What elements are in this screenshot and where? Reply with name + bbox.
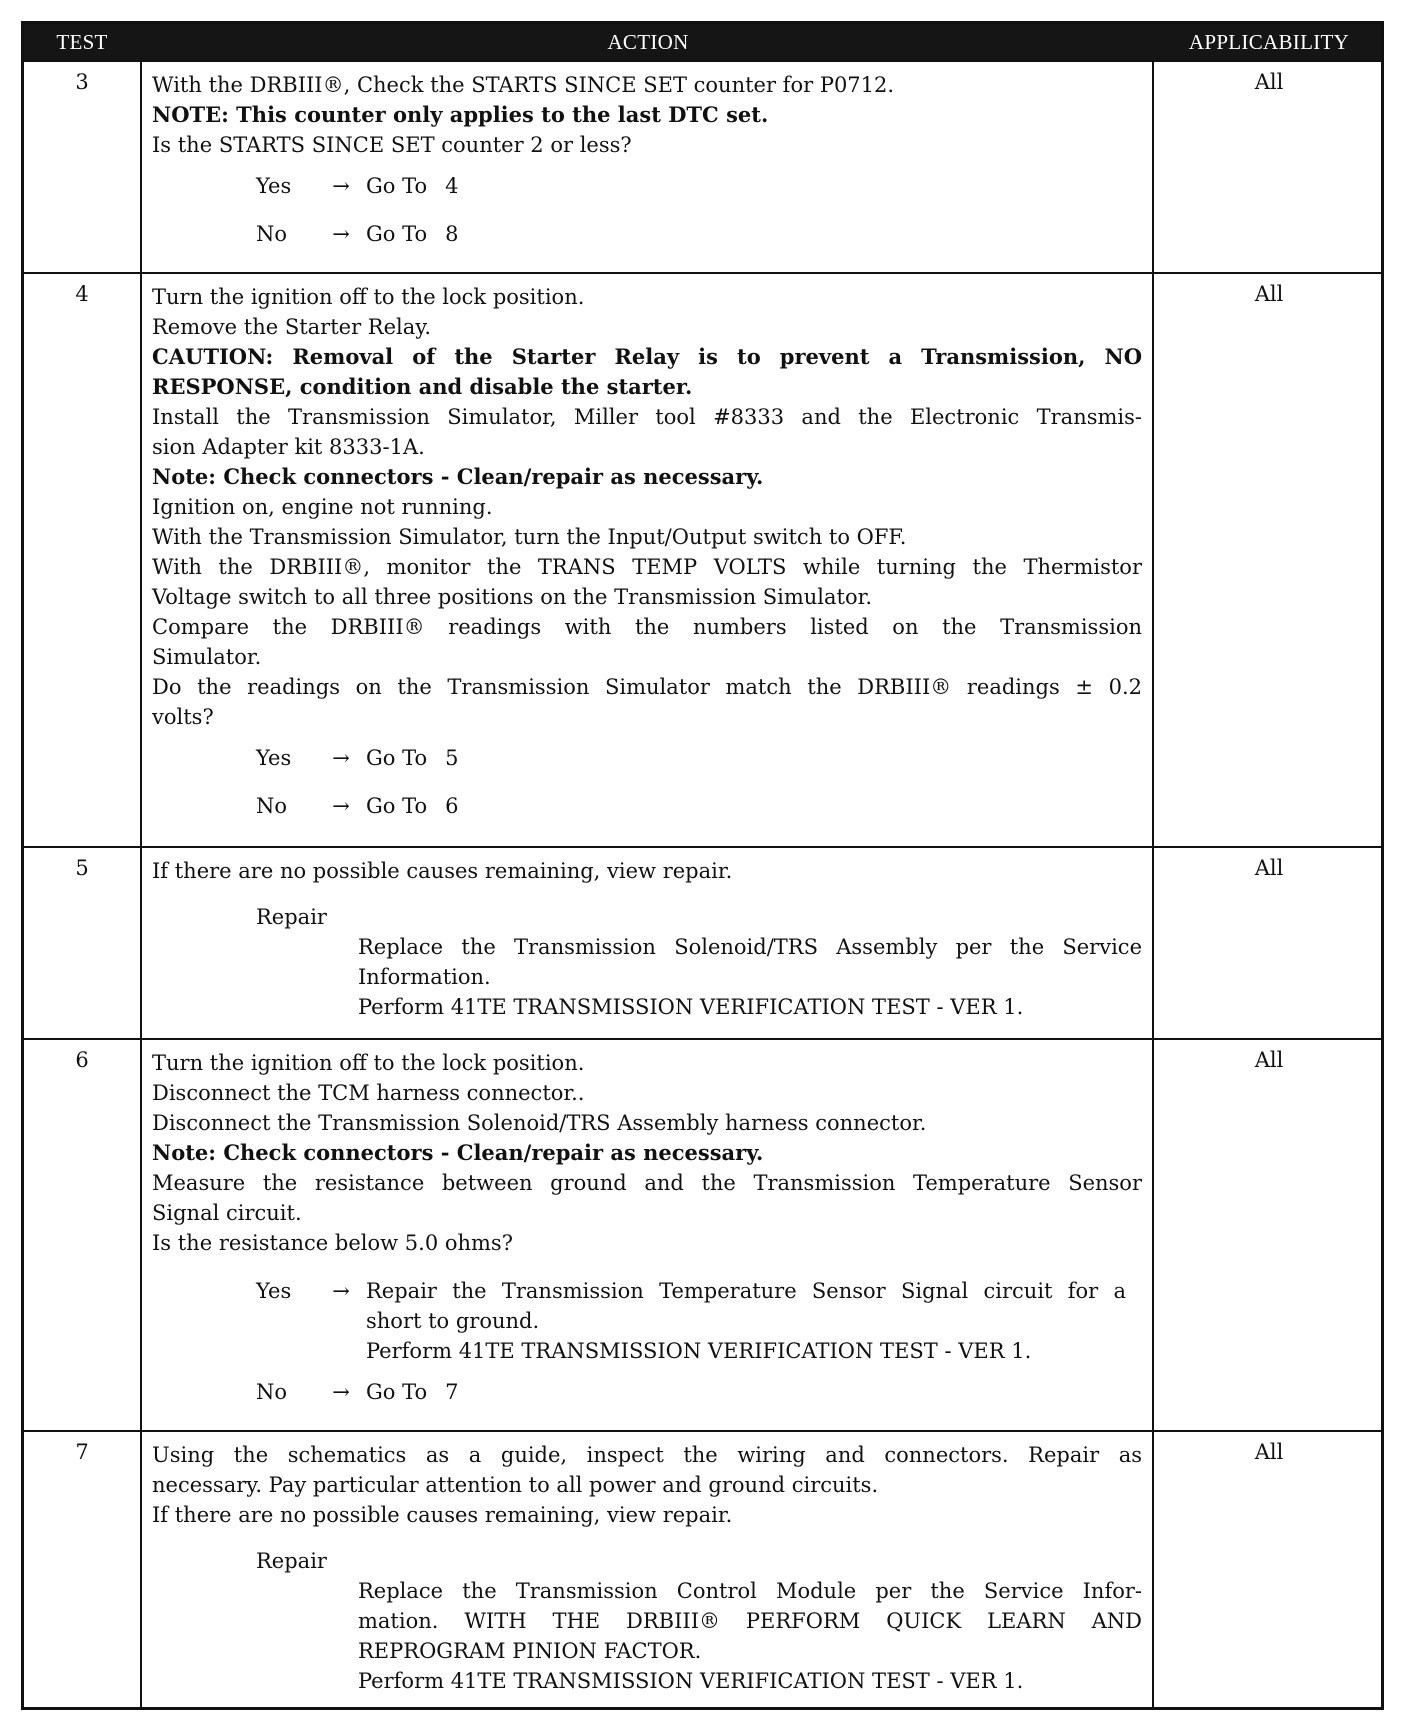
applicability-value: All [1254,282,1284,306]
action-cell [140,1040,1154,1430]
arrow-icon: → [332,794,350,818]
yes-label: Yes [256,174,292,198]
no-label: No [256,222,288,246]
repair-line: Perform 41TE TRANSMISSION VERIFICATION TEST - VER 1. [358,995,1024,1019]
test-row-6 [24,1038,1381,1430]
action-line: Ignition on, engine not running. [152,495,493,519]
note-line: Note: Check connectors - Clean/repair as necessary. [152,464,764,489]
repair-body [152,1576,1142,1696]
repair-line: Information. [358,965,491,989]
note-line: Note: Check connectors - Clean/repair as necessary. [152,1140,764,1165]
action-line: necessary. Pay particular attention to all power and ground circuits. [152,1473,879,1497]
goto-label: Go To [366,1380,428,1404]
action-line: With the Transmission Simulator, turn the Input/Output switch to OFF. [152,525,907,549]
arrow-icon: → [332,1380,350,1404]
yes-label: Yes [256,746,292,770]
action-line: With the DRBIII®, monitor the TRANS TEMP VOLTS while turning the Thermistor [152,555,1142,579]
action-cell [140,1432,1154,1707]
arrow-icon: → [332,746,350,770]
goto-target: 8 [445,222,459,246]
applicability-value: All [1254,70,1284,94]
repair-line: Perform 41TE TRANSMISSION VERIFICATION TEST - VER 1. [358,1669,1024,1693]
repair-label: Repair [256,1549,327,1573]
header-test: TEST [56,30,108,54]
goto-label: Go To [366,174,428,198]
repair-label: Repair [256,905,327,929]
question-line: volts? [152,705,214,729]
goto-target: 6 [445,794,459,818]
test-number: 7 [75,1440,89,1464]
yes-branch [152,1276,1142,1366]
action-line: If there are no possible causes remaining, view repair. [152,859,733,883]
action-cell [140,62,1154,272]
test-number: 5 [75,856,89,880]
arrow-icon: → [332,174,350,198]
test-row-4 [24,272,1381,846]
repair-body [152,932,1142,1022]
test-number: 3 [75,70,89,94]
action-line: Turn the ignition off to the lock position. [152,1051,585,1075]
note-line: NOTE: This counter only applies to the last DTC set. [152,102,769,127]
arrow-icon: → [332,1279,350,1303]
header-applicability: APPLICABILITY [1188,30,1350,54]
repair-line: short to ground. [366,1309,540,1333]
no-label: No [256,794,288,818]
action-cell [140,274,1154,846]
action-line: Disconnect the Transmission Solenoid/TRS Assembly harness connector. [152,1111,927,1135]
action-line: Disconnect the TCM harness connector.. [152,1081,585,1105]
no-branch [152,210,1142,258]
applicability-value: All [1254,856,1284,880]
action-line: sion Adapter kit 8333-1A. [152,435,425,459]
goto-label: Go To [366,222,428,246]
yes-action [366,1276,1126,1366]
question-line: Is the STARTS SINCE SET counter 2 or less? [152,133,632,157]
test-number: 4 [75,282,89,306]
goto-label: Go To [366,794,428,818]
action-line: Signal circuit. [152,1201,302,1225]
action-line: Compare the DRBIII® readings with the numbers listed on the Transmission [152,615,1142,639]
action-line: Voltage switch to all three positions on the Transmission Simulator. [152,585,873,609]
action-line: If there are no possible causes remaining, view repair. [152,1503,733,1527]
goto-target: 4 [445,174,459,198]
goto-label: Go To [366,746,428,770]
repair-line: Replace the Transmission Control Module per the Service Infor- [358,1579,1142,1603]
repair-line: REPROGRAM PINION FACTOR. [358,1639,702,1663]
goto-target: 7 [445,1380,459,1404]
repair-line: Repair the Transmission Temperature Sensor Signal circuit for a [366,1279,1126,1303]
yes-branch [152,162,1142,210]
repair-line: mation. WITH THE DRBIII® PERFORM QUICK LEARN AND [358,1609,1142,1633]
table-header [24,24,1381,60]
applicability-value: All [1254,1440,1284,1464]
action-line: With the DRBIII®, Check the STARTS SINCE SET counter for P0712. [152,73,895,97]
question-line: Is the resistance below 5.0 ohms? [152,1231,513,1255]
header-action: ACTION [607,30,689,54]
action-cell [140,848,1154,1038]
no-label: No [256,1380,288,1404]
repair-line: Replace the Transmission Solenoid/TRS Assembly per the Service [358,935,1142,959]
diagnostic-table [21,21,1384,1710]
yes-label: Yes [256,1279,292,1303]
question-line: Do the readings on the Transmission Simulator match the DRBIII® readings ± 0.2 [152,675,1142,699]
action-line: Turn the ignition off to the lock position. [152,285,585,309]
action-line: Measure the resistance between ground and the Transmission Temperature Sensor [152,1171,1142,1195]
test-row-7 [24,1430,1381,1707]
yes-branch [152,734,1142,782]
arrow-icon: → [332,222,350,246]
action-line: Install the Transmission Simulator, Miller tool #8333 and the Electronic Transmis- [152,405,1142,429]
caution-line: RESPONSE, condition and disable the starter. [152,374,693,399]
test-number: 6 [75,1048,89,1072]
action-line: Remove the Starter Relay. [152,315,432,339]
test-row-3 [24,60,1381,272]
test-row-5 [24,846,1381,1038]
no-branch [152,1368,1142,1416]
action-line: Using the schematics as a guide, inspect the wiring and connectors. Repair as [152,1443,1142,1467]
applicability-value: All [1254,1048,1284,1072]
goto-target: 5 [445,746,459,770]
repair-line: Perform 41TE TRANSMISSION VERIFICATION TEST - VER 1. [366,1339,1032,1363]
caution-line: CAUTION: Removal of the Starter Relay is to prevent a Transmission, NO [152,344,1142,369]
action-line: Simulator. [152,645,262,669]
no-branch [152,782,1142,830]
